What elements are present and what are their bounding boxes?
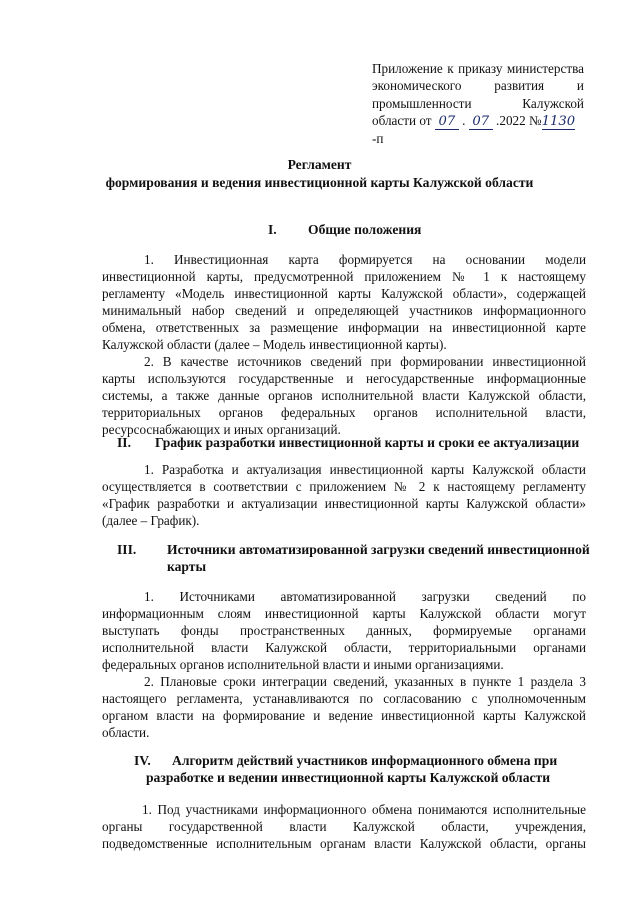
text-line: исполнительной власти Калужской области, территориальными органами (102, 639, 586, 655)
text-line: Калужской области (далее – Модель инвестиционной карты). (102, 337, 447, 352)
paragraph (102, 252, 586, 269)
paragraph (102, 337, 586, 354)
appendix-date-line: области от 07 . 07 .2022 №1130-п (372, 113, 576, 147)
paragraph (102, 657, 586, 674)
section-title-line: Алгоритм действий участников информационного обмена при (172, 753, 558, 768)
paragraph (102, 691, 586, 725)
title-line: Регламент (287, 157, 352, 172)
section-title-line: карты (167, 559, 207, 574)
text-line: 1. Инвестиционная карта формируется на основании модели (144, 252, 586, 267)
paragraph (102, 354, 586, 371)
handwritten-month: 07 (469, 115, 493, 130)
paragraph (102, 371, 586, 422)
text-line: 1. Под участниками информационного обмена понимаются исполнительные (142, 802, 586, 817)
appendix-year-number: .2022 № (496, 113, 542, 129)
section-number: IV. (134, 753, 151, 768)
text-line: подведомственные исполнительным органам власти Калужской области, органы (102, 835, 586, 851)
text-line: инвестиционной карты, предусмотренной приложением № 1 к настоящему (102, 269, 586, 284)
paragraph (102, 802, 586, 853)
paragraph (102, 479, 586, 513)
section-number: I. (268, 222, 277, 237)
section-number: II. (117, 435, 131, 450)
paragraph (102, 674, 586, 691)
appendix-date-prefix: области от (372, 113, 432, 129)
handwritten-order-number: 1130 (541, 114, 576, 130)
text-line: области. (102, 725, 150, 740)
paragraph (102, 606, 586, 657)
section-title: График разработки инвестиционной карты и сроки ее актуализации (155, 435, 580, 450)
text-line: 1. Разработка и актуализация инвестиционной карты Калужской области (144, 462, 586, 477)
section-title-line: разработке и ведении инвестиционной карты Калужской области (146, 770, 551, 785)
text-line: 1. Источниками автоматизированной загрузки сведений по (144, 589, 586, 604)
text-line: 2. Плановые сроки интеграции сведений, указанных в пункте 1 раздела 3 (144, 674, 586, 689)
paragraph (102, 589, 586, 606)
handwritten-day: 07 (435, 115, 459, 130)
text-line: минимальный набор сведений и определяющей участников информационного (102, 302, 586, 318)
appendix-line: промышленности Калужской (372, 95, 584, 111)
paragraph (102, 513, 586, 530)
text-line: настоящего регламента, устанавливаются по согласованию с уполномоченным (102, 691, 586, 706)
title-line: формирования и ведения инвестиционной карты Калужской области (105, 174, 534, 190)
paragraph (102, 725, 586, 742)
text-line: федеральных органов исполнительной власти и иными организациями. (102, 657, 504, 672)
appendix-line: Приложение к приказу министерства (372, 61, 584, 76)
text-line: территориальных органов федеральных органов исполнительной власти, (102, 404, 586, 420)
text-line: ресурсоснабжающих и иных организаций. (102, 422, 341, 437)
text-line: органом власти на формирование и ведение инвестиционной карты Калужской (102, 707, 586, 723)
section-title: Общие положения (308, 222, 422, 237)
text-line: 2. В качестве источников сведений при формировании инвестиционной (144, 354, 586, 369)
appendix-note (372, 60, 584, 148)
text-line: карты используются государственные и негосударственные информационные (102, 371, 586, 386)
appendix-line: экономического развития и (372, 78, 584, 94)
text-line: системы, а также данные органов исполнительной власти Калужской области, (102, 387, 586, 403)
text-line: регламенту «Модель инвестиционной карты Калужской области», содержащей (102, 285, 586, 301)
text-line: (далее – График). (102, 513, 200, 528)
section-number: III. (117, 542, 137, 557)
paragraph (102, 269, 586, 337)
text-line: осуществляется в соответствии с приложением № 2 к настоящему регламенту (102, 479, 586, 494)
text-line: выступать фонды пространственных данных, формируемые органами (102, 622, 586, 638)
section-title-line: Источники автоматизированной загрузки сведений инвестиционной (167, 542, 590, 557)
text-line: «График разработки и актуализации инвестиционной карты Калужской области» (102, 495, 586, 511)
text-line: обмена, ответственных за размещение информации на инвестиционной карте (102, 319, 586, 335)
document-title (0, 156, 639, 191)
text-line: органы государственной власти Калужской области, учреждения, (102, 818, 586, 834)
appendix-order-suffix: -п (372, 131, 384, 147)
paragraph (102, 462, 586, 479)
text-line: информационным слоям инвестиционной карты Калужской области могут (102, 606, 586, 621)
